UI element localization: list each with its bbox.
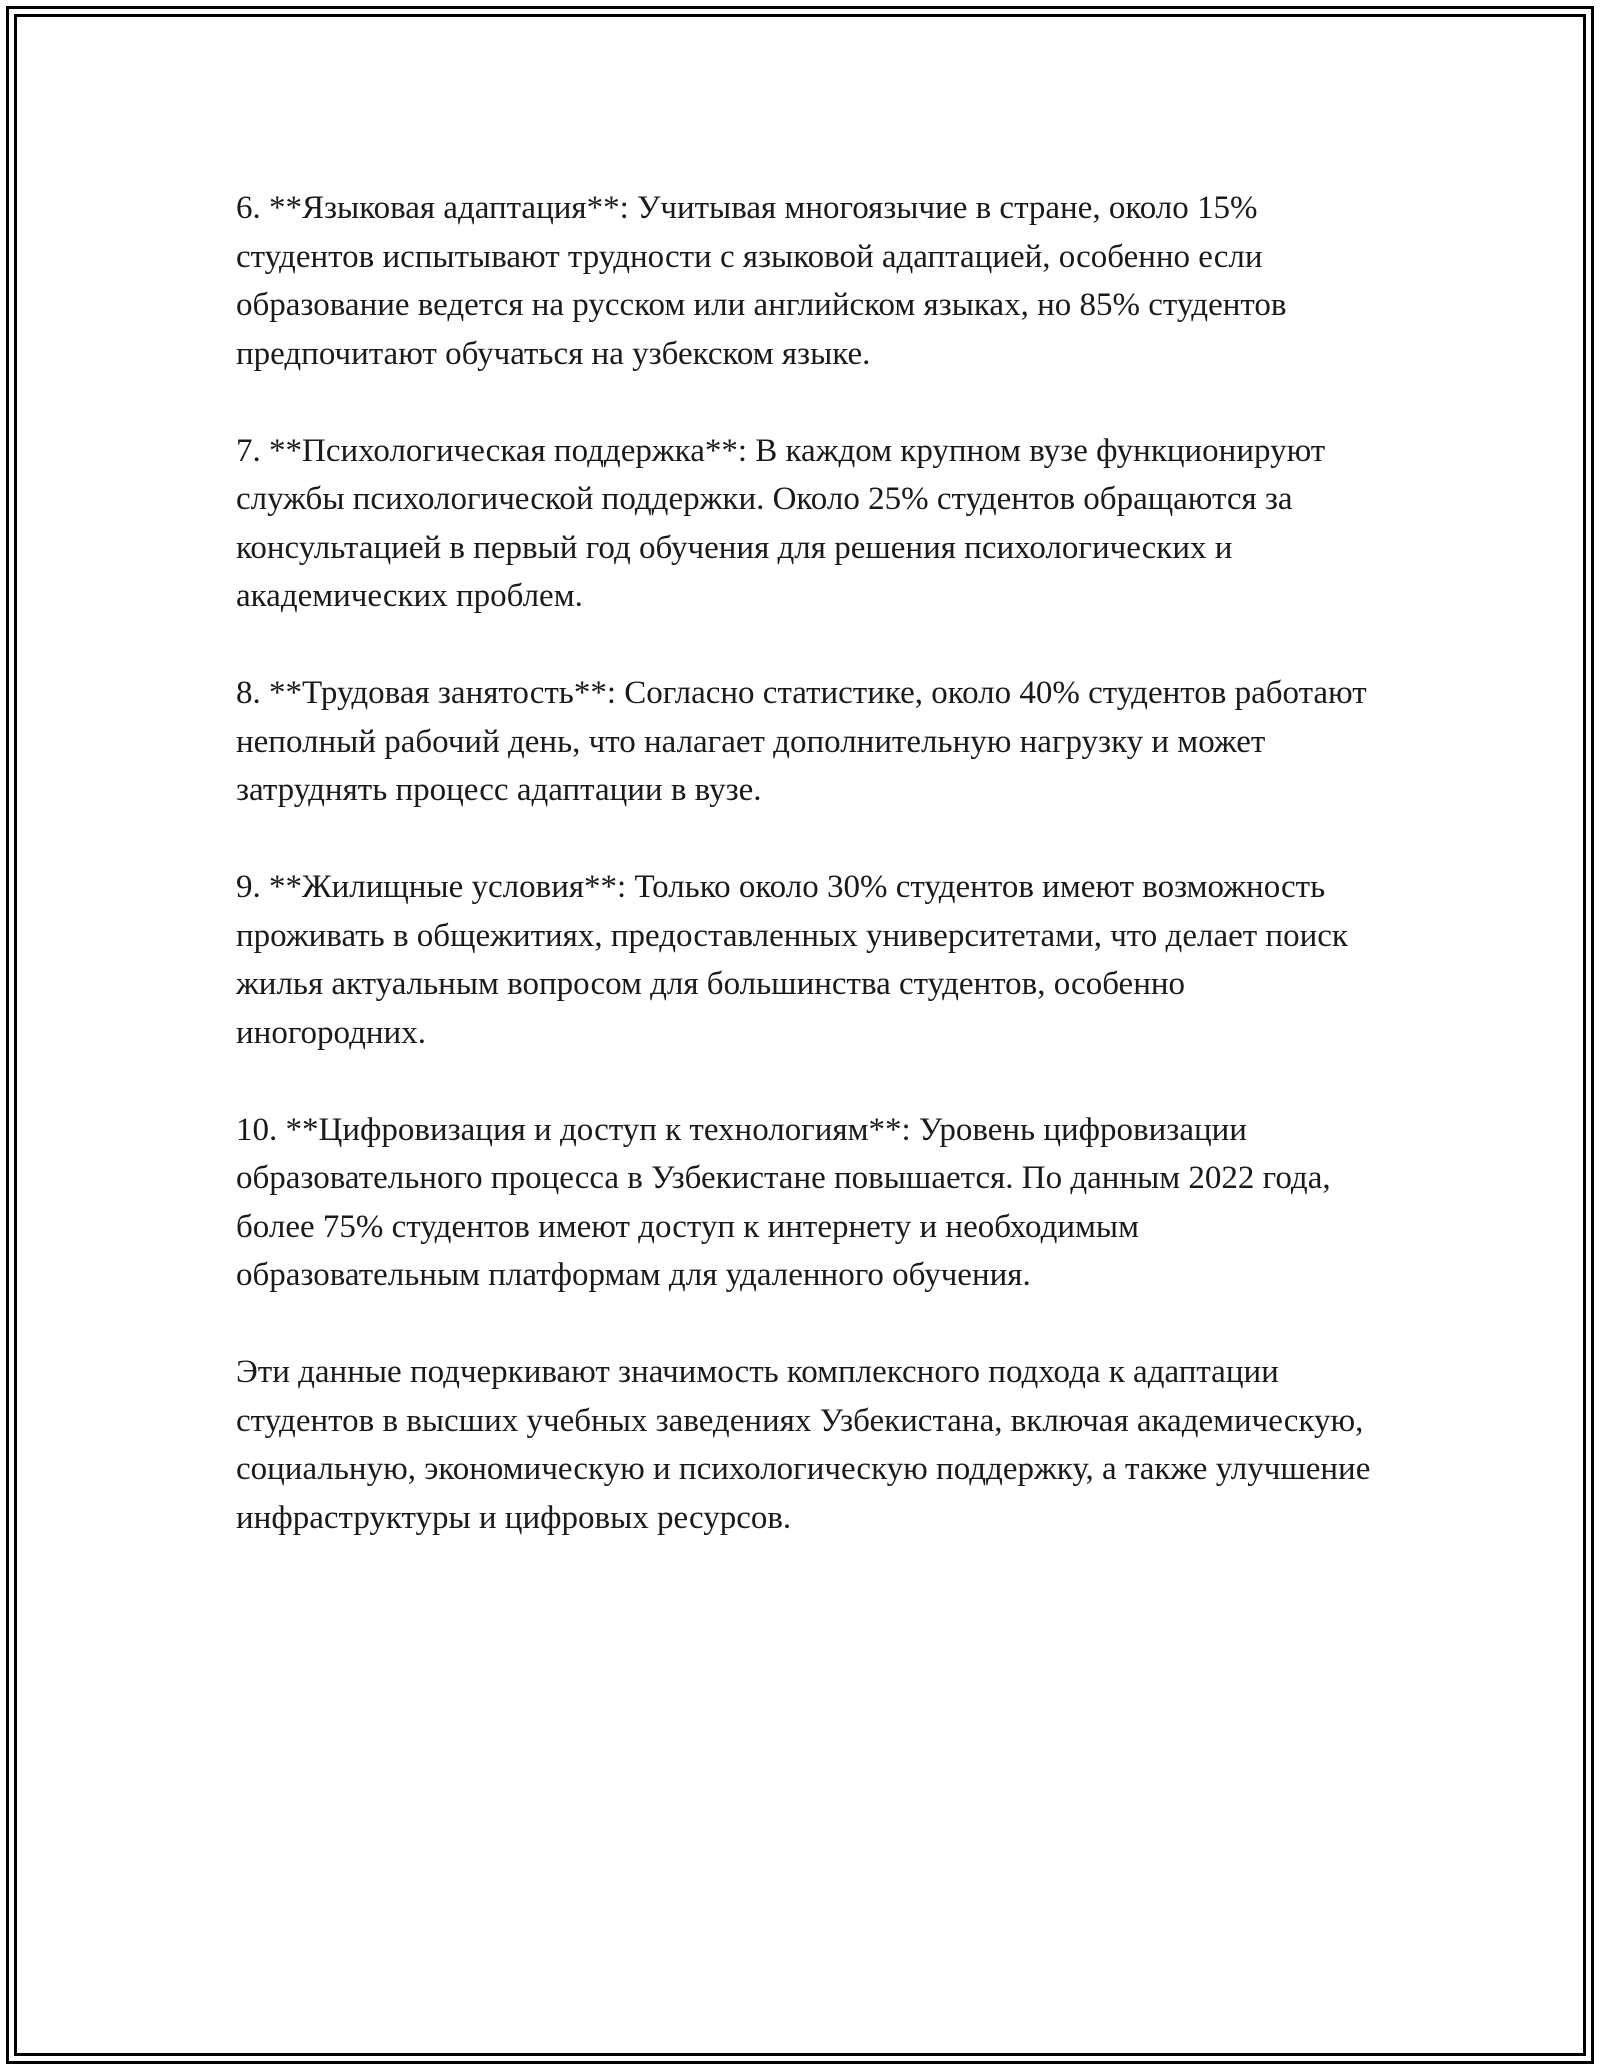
paragraph-digitalization: 10. **Цифровизация и доступ к технологиям**: Уровень цифровизации образовательного процесса в Узбекистане повышается. По данным 2022 года, более 75% студентов имеют доступ к интернету и необходимым образовательным платформам для удаленного обучения.	[236, 1111, 1331, 1293]
paragraph-psychological-support: 7. **Психологическая поддержка**: В каждом крупном вузе функционируют службы психологической поддержки. Около 25% студентов обращаются за консультацией в первый год обучения для решения психологических и академических проблем.	[236, 432, 1326, 614]
document-body	[236, 184, 1376, 1542]
paragraph-housing: 9. **Жилищные условия**: Только около 30% студентов имеют возможность проживать в общежитиях, предоставленных университетами, что делает поиск жилья актуальным вопросом для большинства студентов, особенно иногородних.	[236, 869, 1348, 1051]
paragraph-employment: 8. **Трудовая занятость**: Согласно статистике, около 40% студентов работают неполный рабочий день, что налагает дополнительную нагрузку и может затруднять процесс адаптации в вузе.	[236, 675, 1367, 808]
paragraph-conclusion: Эти данные подчеркивают значимость комплексного подхода к адаптации студентов в высших учебных заведениях Узбекистана, включая академическую, социальную, экономическую и психологическую поддержку, а также улучшение инфраструктуры и цифровых ресурсов.	[236, 1354, 1371, 1536]
paragraph-language-adaptation: 6. **Языковая адаптация**: Учитывая многоязычие в стране, около 15% студентов испытывают трудности с языковой адаптацией, особенно если образование ведется на русском или английском языках, но 85% студентов предпочитают обучаться на узбекском языке.	[236, 190, 1287, 372]
